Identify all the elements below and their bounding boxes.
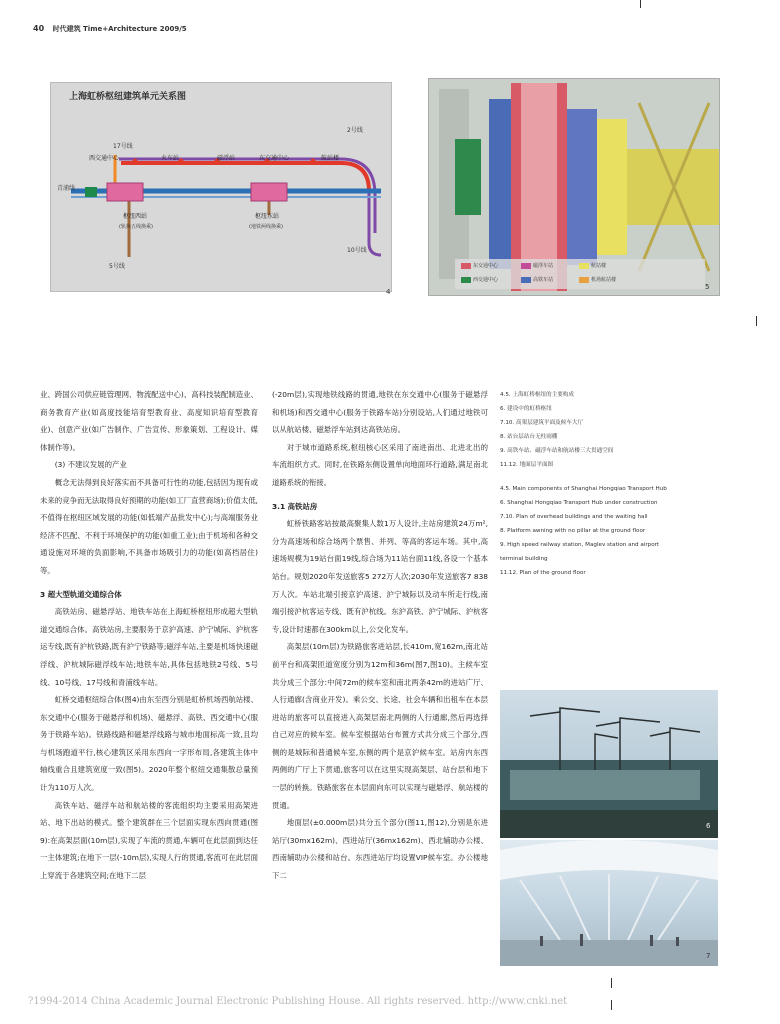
line-10-label: 10号线	[347, 247, 367, 254]
qingpu-line-label: 青浦线	[57, 185, 76, 192]
rail-west-block	[489, 99, 511, 269]
photo-7-number: 7	[706, 952, 711, 960]
copyright-footer: ?1994-2014 China Academic Journal Electronic Publishing House. All rights reserved. http://www.cnki.net	[28, 996, 568, 1007]
photo-waiting-hall	[500, 840, 718, 966]
legend-item: 机场航站楼	[591, 277, 617, 283]
captions-english	[500, 482, 720, 580]
east-hub-note: (地铁两线换乘)	[249, 224, 283, 230]
east-hub-name: 枢纽东站	[255, 213, 280, 220]
line-5-label: 5号线	[109, 263, 125, 270]
paragraph: 概念无法得到良好落实而不具备可行性的功能,包括因为现有或未来的竞争而无法取得良好预期的功能(如工厂直营商场);价值太低,不值得在枢纽区域发展的功能(如低端产品批发中心);与高端服务业经济不匹配、不利于环境保护的功能(如重工业);由于机场和各种交通设施对环境的负面影响,不具备市场吸引力的功能(如高档居住)等。	[40, 477, 258, 575]
paragraph: 高铁站房、磁悬浮站、地铁车站在上海虹桥枢纽形成超大型轨道交通综合体。高铁站房,主要服务于京沪高速、沪宁城际、沪杭客运专线,既有沪杭铁路,既有沪宁铁路等;磁浮车站,主要是机场快速磁浮线、沪杭城际磁浮线车站;地铁车站,具体包括地铁2号线、5号线、10号线、17号线和青浦线车站。	[40, 607, 258, 687]
text-column-left	[40, 386, 258, 885]
running-header	[33, 24, 187, 34]
transit-lines-svg	[51, 83, 391, 291]
station-west-center: 西交通中心	[89, 155, 120, 162]
west-hub-name: 枢纽西站	[123, 213, 148, 220]
west-hub-note: (轨换五线换乘)	[119, 224, 153, 230]
east-hub-block	[251, 183, 287, 201]
journal-title: 时代建筑 Time+Architecture 2009/5	[52, 25, 187, 33]
page-number: 40	[33, 24, 45, 33]
paragraph: 高铁车站、磁浮车站和航站楼的客流组织均主要采用高架进站、地下出站的模式。整个建筑群在三个层面实现东西向贯通(图9):在高架层面(10m层),实现了车流的贯通,车辆可在此层面到达任一主体建筑;在地下一层(-10m层),实现人行的贯通,客流可在此层面上穿流于各建筑空间;在地下二层	[40, 800, 258, 881]
caption-line: 4.5. 上海虹桥枢纽的主要构成	[500, 392, 574, 398]
figure-4-title: 上海虹桥枢纽建筑单元关系图	[69, 92, 187, 102]
caption-line: 11.12. 地面层平面图	[500, 462, 554, 468]
caption-line: 6. 建设中的虹桥枢纽	[500, 406, 552, 412]
figure-4-diagram	[50, 82, 392, 292]
construction-photo-svg	[500, 690, 718, 838]
qingpu-block	[85, 187, 97, 197]
caption-line: terminal building	[500, 556, 548, 562]
section-heading: 3.1 高铁站房	[272, 501, 318, 511]
figure-4-number: 4	[386, 288, 391, 296]
paragraph: 虹桥交通枢纽综合体(图4)由东至西分别是虹桥机场西航站楼、东交通中心(服务于磁悬浮和机场)、磁悬浮、高铁、西交通中心(服务于铁路车站)。铁路线路和磁悬浮线路与城市地面标高一致,且均与机场跑道平行,核心建筑区采用东西向一字形布局,各建筑主体中轴线重合且建筑宽度一致(图5)。2020年整个枢纽交通集散总量预计为110万人次。	[40, 695, 258, 793]
line-17-label: 17号线	[113, 143, 133, 150]
line-2-track	[121, 163, 369, 191]
station-train: 火车站	[161, 155, 180, 162]
caption-line: 8. Platform awning with no pillar at the ground floor	[500, 528, 646, 534]
paragraph: (3) 不建议发展的产业	[54, 460, 127, 470]
crop-mark	[611, 1000, 612, 1010]
legend-item: 航站楼	[591, 263, 607, 269]
caption-line: 6. Shanghai Hongqiao Transport Hub under construction	[500, 500, 658, 506]
legend-item: 西交通中心	[473, 277, 499, 283]
line-2-label: 2号线	[347, 127, 363, 134]
caption-line: 8. 站台层站台无柱雨棚	[500, 434, 558, 440]
west-hub-block	[107, 183, 143, 201]
paragraph: 地面层(±0.000m层)共分五个部分(图11,图12),分别是东进站厅(30mx162m)、西进站厅(36mx162m)、西北辅助办公楼、西南辅助办公楼和站台。东西进站厅均设置VIP候车室。办公楼地下二	[272, 818, 488, 881]
station-maglev: 磁浮站	[217, 155, 236, 162]
legend-item: 高铁车站	[533, 277, 554, 283]
captions-chinese	[500, 388, 720, 472]
station-airport: 航站楼	[321, 155, 340, 162]
figure-5-number: 5	[705, 283, 710, 291]
maglev-block	[567, 109, 597, 265]
caption-line: 4.5. Main components of Shanghai Hongqiao Transport Hub	[500, 486, 667, 492]
east-center-block	[597, 119, 627, 255]
caption-line: 9. High speed railway station, Maglev station and airport	[500, 542, 660, 548]
section-heading: 3 超大型轨道交通综合体	[40, 589, 122, 599]
paragraph: 业、跨国公司供应链管理网、物流配送中心)、高科技装配制造业、商务教育产业(如高度技能培育型教育业、高度知识培育型教育业)、创意产业(如广告制作、广告宣传、形象策划、工程设计、媒体制作等)。	[40, 390, 258, 452]
crop-mark	[756, 316, 757, 326]
west-center-block	[455, 139, 481, 215]
legend-item: 磁浮车站	[533, 263, 554, 269]
caption-line: 7.10. 高架层建筑平面及候车大厅	[500, 420, 584, 426]
paragraph: (-20m层),实现地铁线路的贯通,地铁在东交通中心(服务于磁悬浮和机场)和西交通中心(服务于铁路车站)分别设站,人们通过地铁可以从航站楼、磁悬浮车站到达高铁站房。	[272, 390, 488, 435]
text-column-middle	[272, 386, 488, 885]
legend-item: 东交通中心	[473, 263, 499, 269]
paragraph: 对于城市道路系统,枢纽核心区采用了南进南出、北进北出的车流组织方式。同时,在铁路东侧设置单向地面环行道路,满足南北道路系统的衔接。	[272, 442, 488, 487]
caption-line: 11.12. Plan of the ground floor	[500, 570, 586, 576]
station-east-center: 东交通中心	[259, 155, 290, 162]
photo-construction-site	[500, 690, 718, 838]
paragraph: 高架层(10m层)为铁路旅客进站层,长410m,宽162m,南北站前平台和高架匝道宽度分别为12m和36m(图7,图10)。主候车室共分成三个部分:中间72m的候车室和南北两条42m的进站广厅、人行通廊(含商业开发)。乘公交、长途、社会车辆和出租车在本层进站的旅客可以直接进入高架层南北两侧的人行通廊,然后再选择自己对应的候车室。候车室根据站台布置方式共分成三个部分,西侧的是城际和普通候车室,东侧的两个是京沪候车室。站房内东西两侧的广厅上下贯通,旅客可以在这里实现高架层、站台层和地下一层的转换。铁路旅客在本层面向东可以实现与磁悬浮、航站楼的贯通。	[272, 642, 488, 810]
paragraph: 虹桥铁路客站按最高聚集人数1万人设计,主站房建筑24万m²,分为高速场和综合场两个票售、并列、等高的客运车场。其中,高速场规模为19站台面19线,综合场为11站台面11线,各设一个基本站台。规划2020年发送旅客5 272万人次;2030年发送旅客7 838万人次。车站北端引接京沪高速、沪宁城际以及动车所走行线,南端引接沪杭客运专线、既有沪杭线。东沪高铁、沪宁城际、沪杭客专,设计时速都在300km以上,公交化发车。	[272, 519, 488, 634]
crop-mark	[611, 978, 612, 988]
caption-line: 7.10. Plan of overhead buildings and the waiting hall	[500, 514, 648, 520]
photo-6-number: 6	[706, 822, 711, 830]
crop-mark	[640, 0, 641, 8]
waiting-hall-svg	[500, 840, 718, 966]
caption-line: 9. 高铁车站、磁浮车站和航站楼三大贯通空间	[500, 448, 614, 454]
figure-5-plan	[428, 78, 720, 296]
